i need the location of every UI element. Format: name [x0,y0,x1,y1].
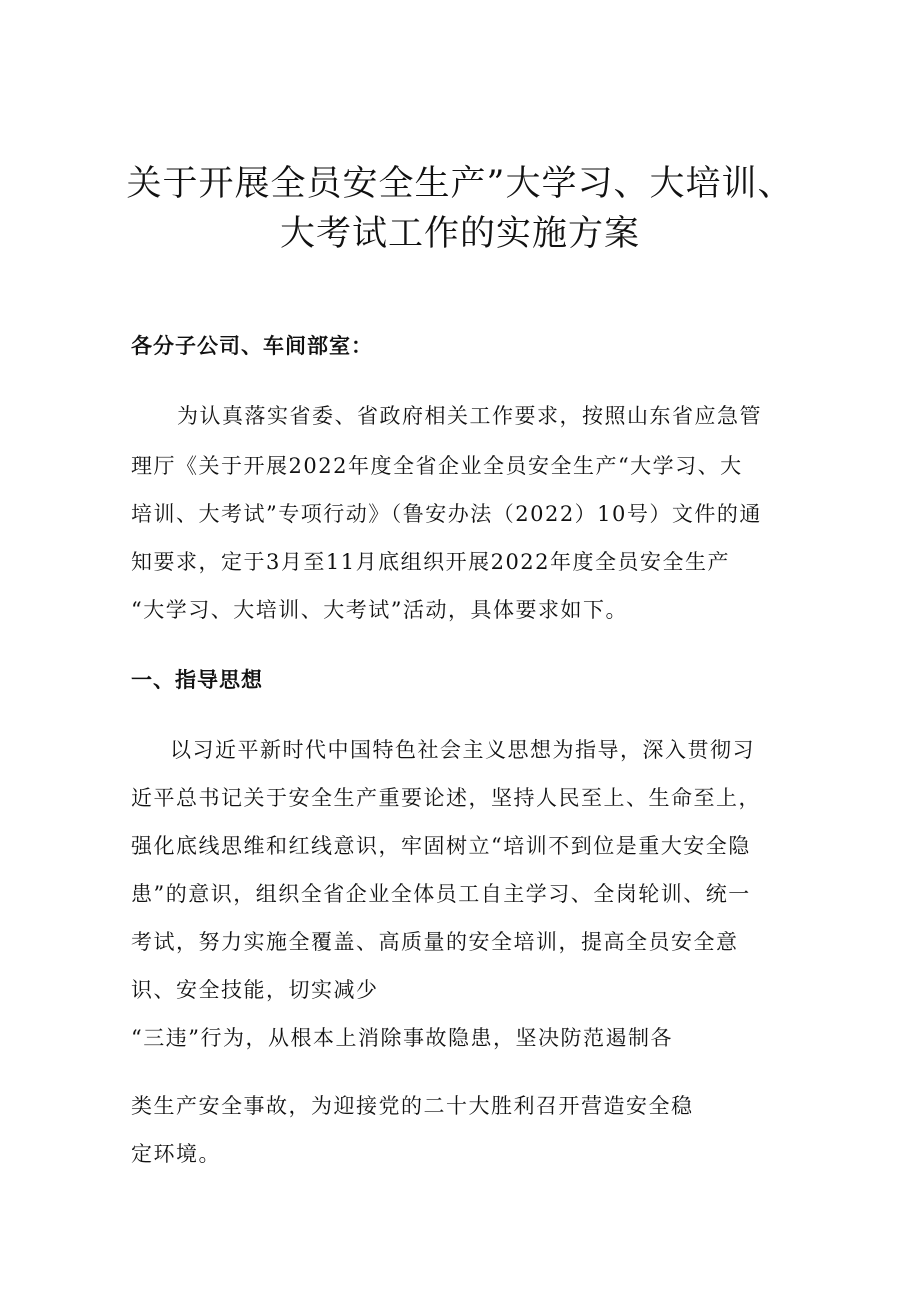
section-heading-guiding-ideology: 一、指导思想 [131,667,263,692]
intro-line: 为认真落实省委、省政府相关工作要求，按照山东省应急管 [177,404,762,428]
section1-line: 以习近平新时代中国特色社会主义思想为指导，深入贯彻习 [170,738,755,762]
section1-line: 定环境。 [131,1142,221,1166]
section1-line: 近平总书记关于安全生产重要论述，坚持人民至上、生命至上， [131,786,761,810]
document-title-line-1: 关于开展全员安全生产”大学习、大培训、 [126,164,794,204]
section1-line: 类生产安全事故，为迎接党的二十大胜利召开营造安全稳 [131,1094,694,1118]
section1-line: “三违”行为，从根本上消除事故隐患，坚决防范遏制各 [131,1026,673,1050]
salutation: 各分子公司、车间部室： [131,333,373,358]
document-title-line-2: 大考试工作的实施方案 [279,214,640,254]
intro-line: “大学习、大培训、大考试”活动，具体要求如下。 [131,598,628,622]
intro-line: 培训、大考试”专项行动》（鲁安办法（2022）10号）文件的通 [131,502,762,526]
section1-line: 识、安全技能，切实减少 [131,978,379,1002]
section1-line: 考试，努力实施全覆盖、高质量的安全培训，提高全员安全意 [131,930,739,954]
intro-line: 理厅《关于开展2022年度全省企业全员安全生产“大学习、大 [131,454,743,478]
section1-line: 患”的意识，组织全省企业全体员工自主学习、全岗轮训、统一 [131,882,751,906]
section1-line: 强化底线思维和红线意识，牢固树立“培训不到位是重大安全隐 [131,834,751,858]
intro-line: 知要求，定于3月至11月底组织开展2022年度全员安全生产 [131,550,731,574]
